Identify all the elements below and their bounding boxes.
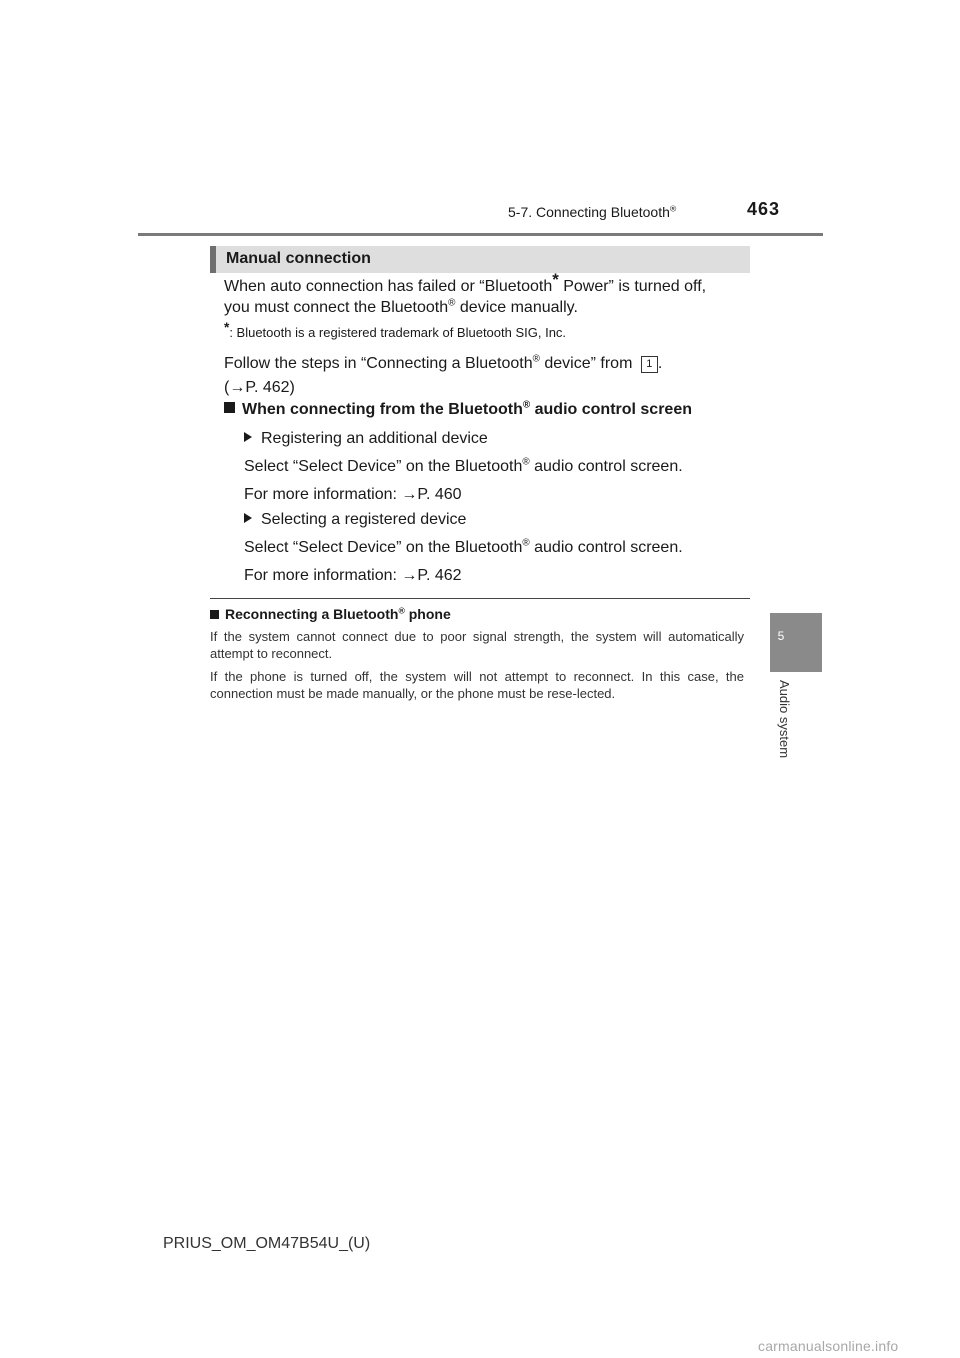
note-paragraph: If the system cannot connect due to poor signal strength, the system will automatically attempt to reconnect. bbox=[210, 629, 744, 661]
registered-mark: ® bbox=[669, 203, 677, 214]
list-item: Selecting a registered device bbox=[244, 511, 466, 529]
section-heading-bar bbox=[210, 246, 750, 273]
subheading: When connecting from the Bluetooth® audio control screen bbox=[224, 401, 692, 419]
intro-paragraph: When auto connection has failed or “Bluetooth* Power” is turned off, you must connect the Bluetooth® device manually. bbox=[224, 270, 707, 316]
item-instruction: Select “Select Device” on the Bluetooth® audio control screen. bbox=[244, 537, 683, 556]
notes-divider bbox=[210, 598, 750, 599]
item-instruction: Select “Select Device” on the Bluetooth® audio control screen. bbox=[244, 456, 683, 475]
arrow-bullet-icon bbox=[244, 513, 252, 523]
chapter-number: 5 bbox=[777, 629, 785, 643]
page-number: 463 bbox=[747, 199, 781, 219]
document-code: PRIUS_OM_OM47B54U_(U) bbox=[163, 1235, 371, 1252]
item-reference: For more information: →P. 460 bbox=[244, 486, 462, 503]
chapter-tab bbox=[770, 613, 822, 672]
section-heading: Manual connection bbox=[226, 250, 371, 267]
header-rule bbox=[138, 233, 823, 236]
square-bullet-icon bbox=[224, 402, 235, 413]
arrow-bullet-icon bbox=[244, 432, 252, 442]
watermark: carmanualsonline.info bbox=[758, 1338, 899, 1354]
running-header-title: 5-7. Connecting Bluetooth® bbox=[508, 203, 677, 220]
chapter-label: Audio system bbox=[777, 680, 792, 759]
step-number-box: 1 bbox=[641, 356, 658, 373]
item-reference: For more information: →P. 462 bbox=[244, 567, 462, 584]
square-bullet-icon bbox=[210, 610, 219, 619]
list-item: Registering an additional device bbox=[244, 430, 488, 448]
follow-steps-text: Follow the steps in “Connecting a Bluetooth® device” from 1 . bbox=[224, 353, 663, 372]
page-reference: (→P. 462) bbox=[224, 379, 295, 396]
footnote: *: Bluetooth is a registered trademark of Bluetooth SIG, Inc. bbox=[224, 320, 567, 340]
note-paragraph: If the phone is turned off, the system will not attempt to reconnect. In this case, the connection must be made manually, or the phone must be rese-lected. bbox=[210, 669, 744, 701]
footnote-star: * bbox=[552, 270, 559, 290]
notes-heading: Reconnecting a Bluetooth® phone bbox=[210, 606, 451, 622]
